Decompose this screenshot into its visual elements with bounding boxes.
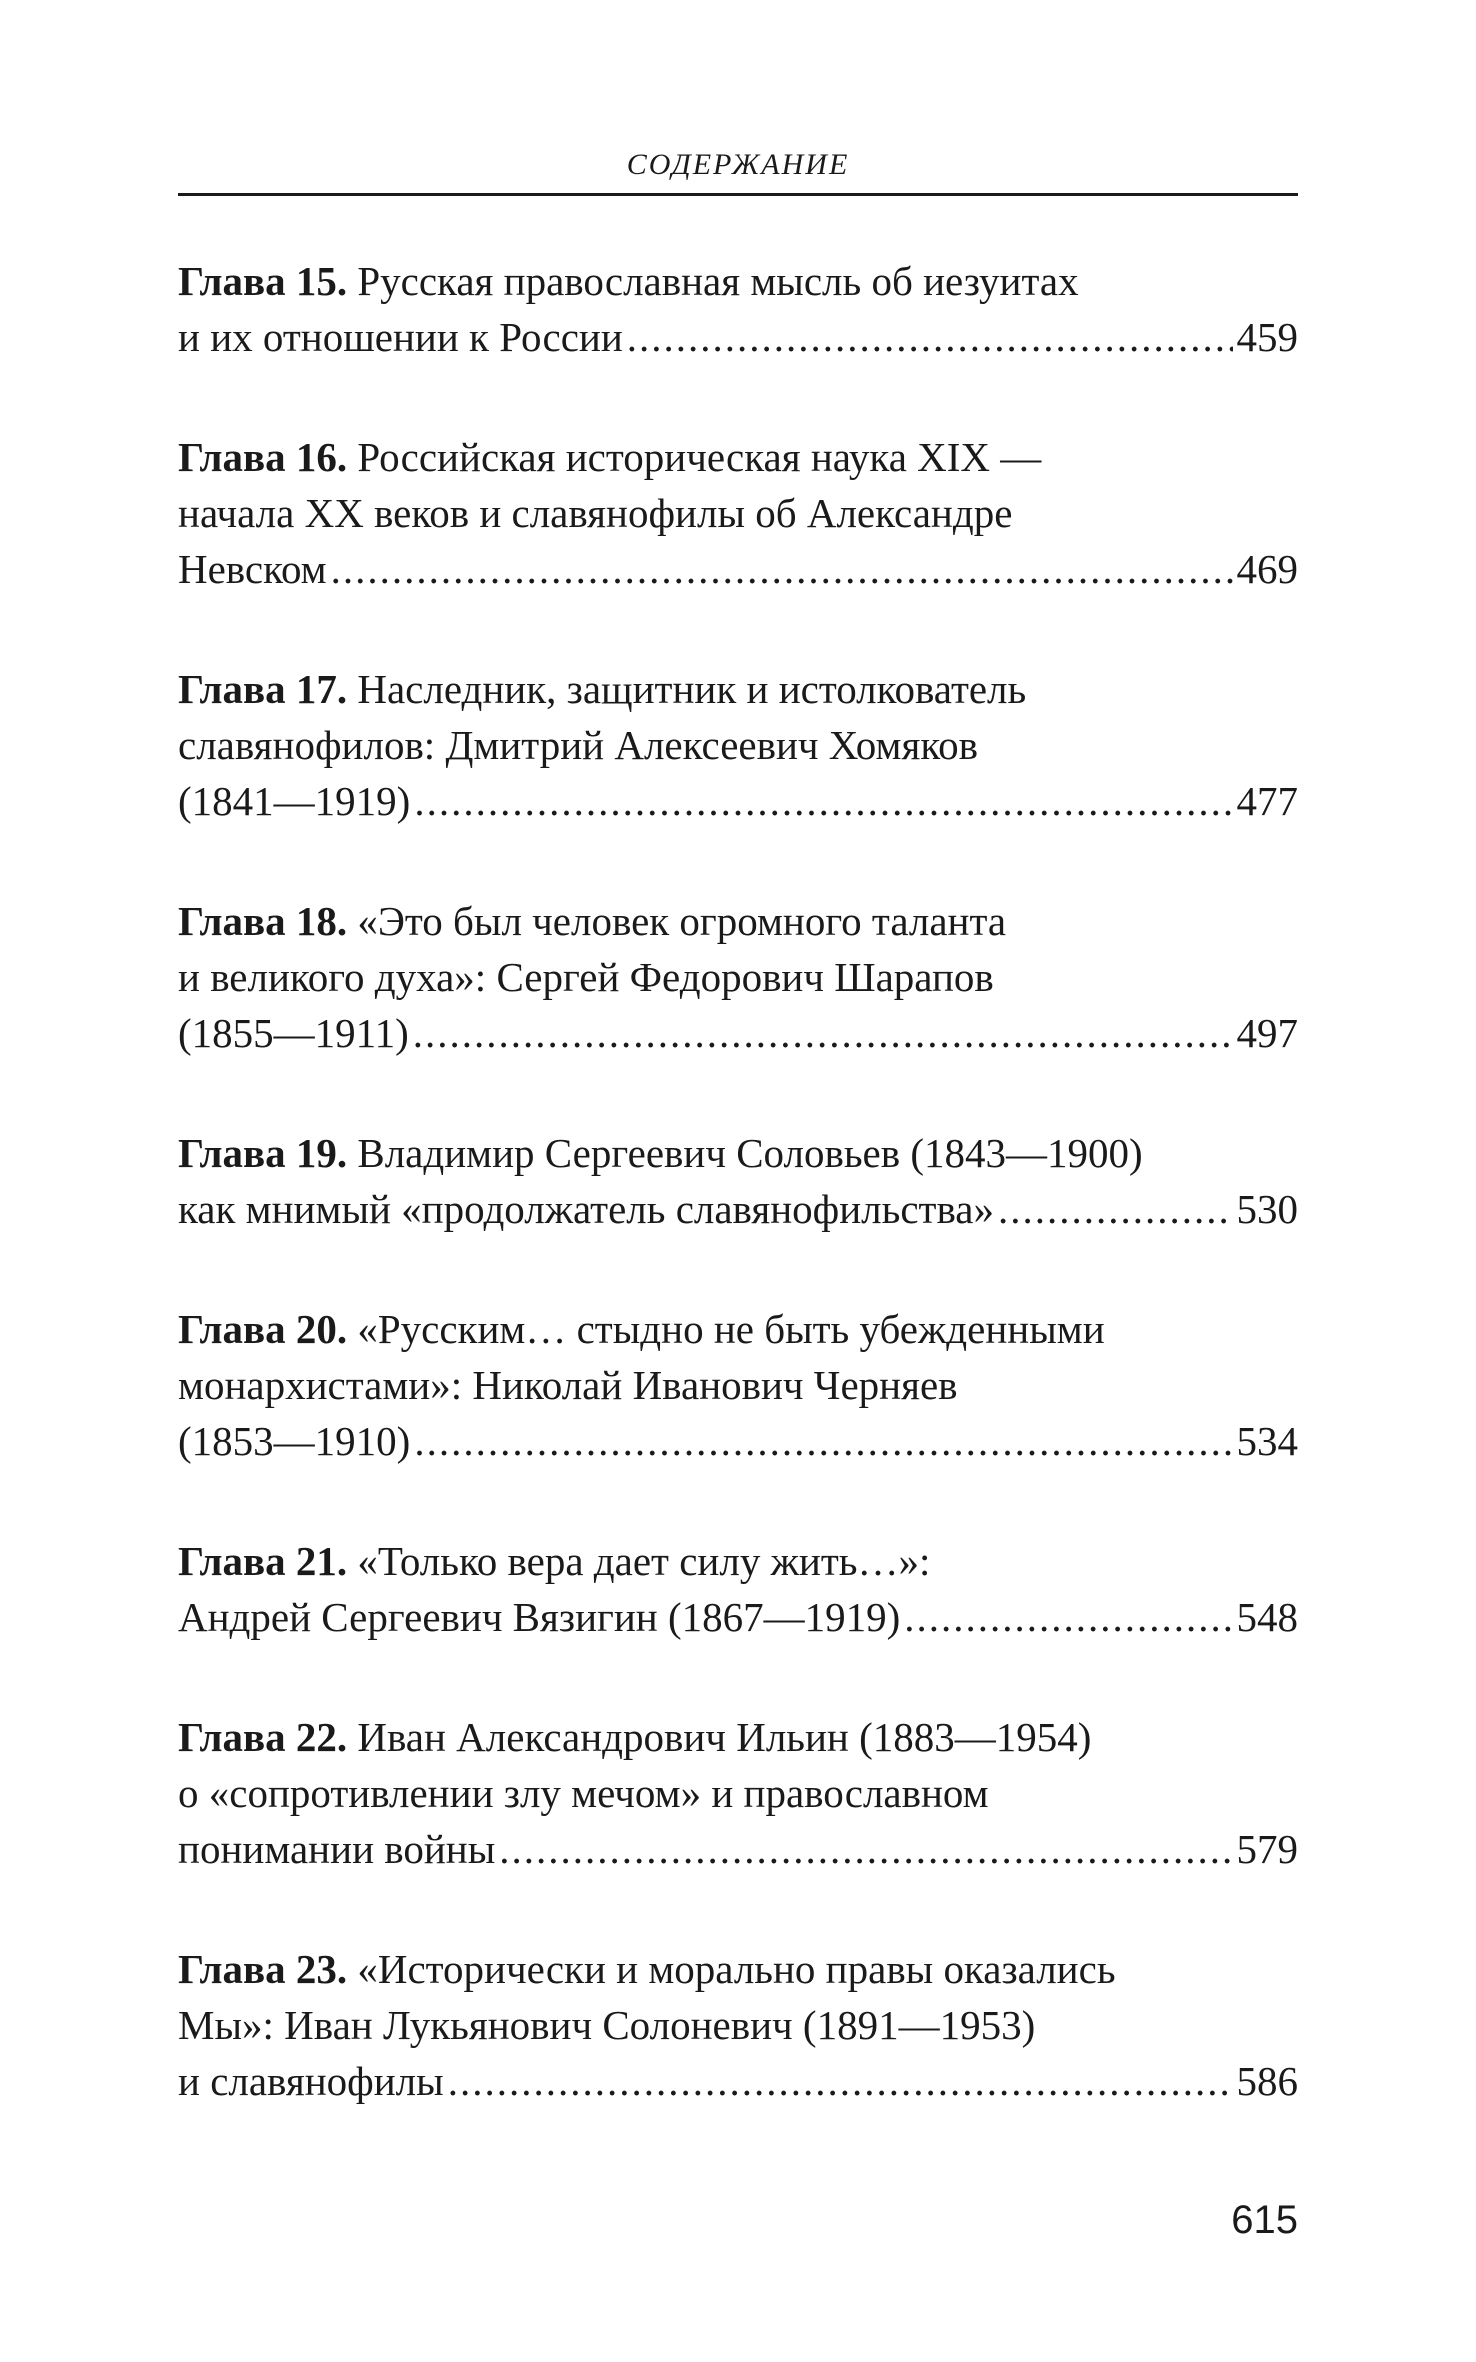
chapter-title-text: «Это был человек огромного таланта (357, 898, 1007, 944)
toc-entry-first-line (178, 661, 1298, 717)
dot-leader (413, 1005, 1233, 1061)
page-number: 615 (1231, 2198, 1298, 2242)
dot-leader (331, 541, 1233, 597)
page-reference: 579 (1236, 1826, 1298, 1872)
toc-entry-first-line (178, 1709, 1298, 1765)
chapter-title-text: «Только вера дает силу жить…»: (357, 1538, 931, 1584)
toc-entry (178, 1941, 1298, 2109)
chapter-title-text: и великого духа»: Сергей Федорович Шарапов (178, 954, 994, 1000)
page-reference: 469 (1236, 546, 1298, 592)
dot-leader (448, 2053, 1233, 2109)
page-reference: 477 (1236, 778, 1298, 824)
chapter-title-text: Иван Александрович Ильин (1883—1954) (357, 1714, 1092, 1760)
toc-entry (178, 253, 1298, 365)
header-rule (178, 193, 1298, 196)
toc-entry (178, 1125, 1298, 1237)
toc-entry-first-line (178, 1301, 1298, 1357)
toc-entry-first-line (178, 429, 1298, 485)
chapter-label: Глава 18. (178, 898, 348, 944)
toc-entry (178, 1301, 1298, 1469)
chapter-title-text: Невском (178, 546, 327, 592)
toc-entry-last-line (178, 1589, 1298, 1645)
chapter-title-text: «Русским… стыдно не быть убежденными (357, 1306, 1105, 1352)
chapter-title-text: (1853—1910) (178, 1418, 411, 1464)
chapter-label: Глава 22. (178, 1714, 348, 1760)
toc-entry-last-line (178, 1005, 1298, 1061)
toc-entry-last-line (178, 1181, 1298, 1237)
page-reference: 548 (1236, 1594, 1298, 1640)
toc-entry (178, 893, 1298, 1061)
toc-entry-last-line (178, 309, 1298, 365)
chapter-title-text: «Исторически и морально правы оказались (357, 1946, 1116, 1992)
chapter-title-text: (1855—1911) (178, 1010, 409, 1056)
toc-entry-last-line (178, 1821, 1298, 1877)
toc-entry (178, 1709, 1298, 1877)
toc-entry-last-line (178, 773, 1298, 829)
chapter-label: Глава 16. (178, 434, 348, 480)
toc-entry-last-line (178, 1413, 1298, 1469)
chapter-title-text: славянофилов: Дмитрий Алексеевич Хомяков (178, 722, 979, 768)
page-reference: 459 (1236, 314, 1298, 360)
toc-entry (178, 661, 1298, 829)
chapter-title-text: и славянофилы (178, 2058, 444, 2104)
chapter-label: Глава 19. (178, 1130, 348, 1176)
toc-entry-first-line (178, 1533, 1298, 1589)
toc-entry (178, 429, 1298, 597)
chapter-title-text: монархистами»: Николай Иванович Черняев (178, 1362, 958, 1408)
page-reference: 586 (1236, 2058, 1298, 2104)
toc-entry-first-line (178, 893, 1298, 949)
toc-entry-last-line (178, 541, 1298, 597)
chapter-title-text: Русская православная мысль об иезуитах (357, 258, 1079, 304)
page-reference: 497 (1236, 1010, 1298, 1056)
dot-leader (499, 1821, 1232, 1877)
dot-leader (627, 309, 1233, 365)
table-of-contents (178, 253, 1298, 2173)
chapter-title-text: понимании войны (178, 1826, 496, 1872)
dot-leader (414, 773, 1232, 829)
chapter-label: Глава 15. (178, 258, 348, 304)
toc-entry-first-line (178, 1125, 1298, 1181)
chapter-title-text: как мнимый «продолжатель славянофильства» (178, 1186, 994, 1232)
toc-entry (178, 1533, 1298, 1645)
toc-entry-first-line (178, 253, 1298, 309)
chapter-title-text: начала XX веков и славянофилы об Александре (178, 490, 1013, 536)
chapter-title-text: и их отношении к России (178, 314, 623, 360)
page-reference: 534 (1236, 1418, 1298, 1464)
page-reference: 530 (1236, 1186, 1298, 1232)
dot-leader (414, 1413, 1232, 1469)
toc-entry-first-line (178, 1941, 1298, 1997)
chapter-label: Глава 20. (178, 1306, 348, 1352)
dot-leader (904, 1589, 1232, 1645)
chapter-label: Глава 21. (178, 1538, 348, 1584)
toc-entry-last-line (178, 2053, 1298, 2109)
chapter-title-text: Российская историческая наука XIX — (357, 434, 1042, 480)
dot-leader (998, 1181, 1233, 1237)
chapter-label: Глава 23. (178, 1946, 348, 1992)
chapter-title-text: Владимир Сергеевич Соловьев (1843—1900) (357, 1130, 1143, 1176)
chapter-title-text: о «сопротивлении злу мечом» и православном (178, 1770, 989, 1816)
chapter-title-text: (1841—1919) (178, 778, 411, 824)
chapter-label: Глава 17. (178, 666, 348, 712)
running-head: СОДЕРЖАНИЕ (626, 148, 850, 181)
chapter-title-text: Наследник, защитник и истолкователь (357, 666, 1027, 712)
chapter-title-text: Андрей Сергеевич Вязигин (1867—1919) (178, 1594, 901, 1640)
chapter-title-text: Мы»: Иван Лукьянович Солоневич (1891—1953) (178, 2002, 1036, 2048)
